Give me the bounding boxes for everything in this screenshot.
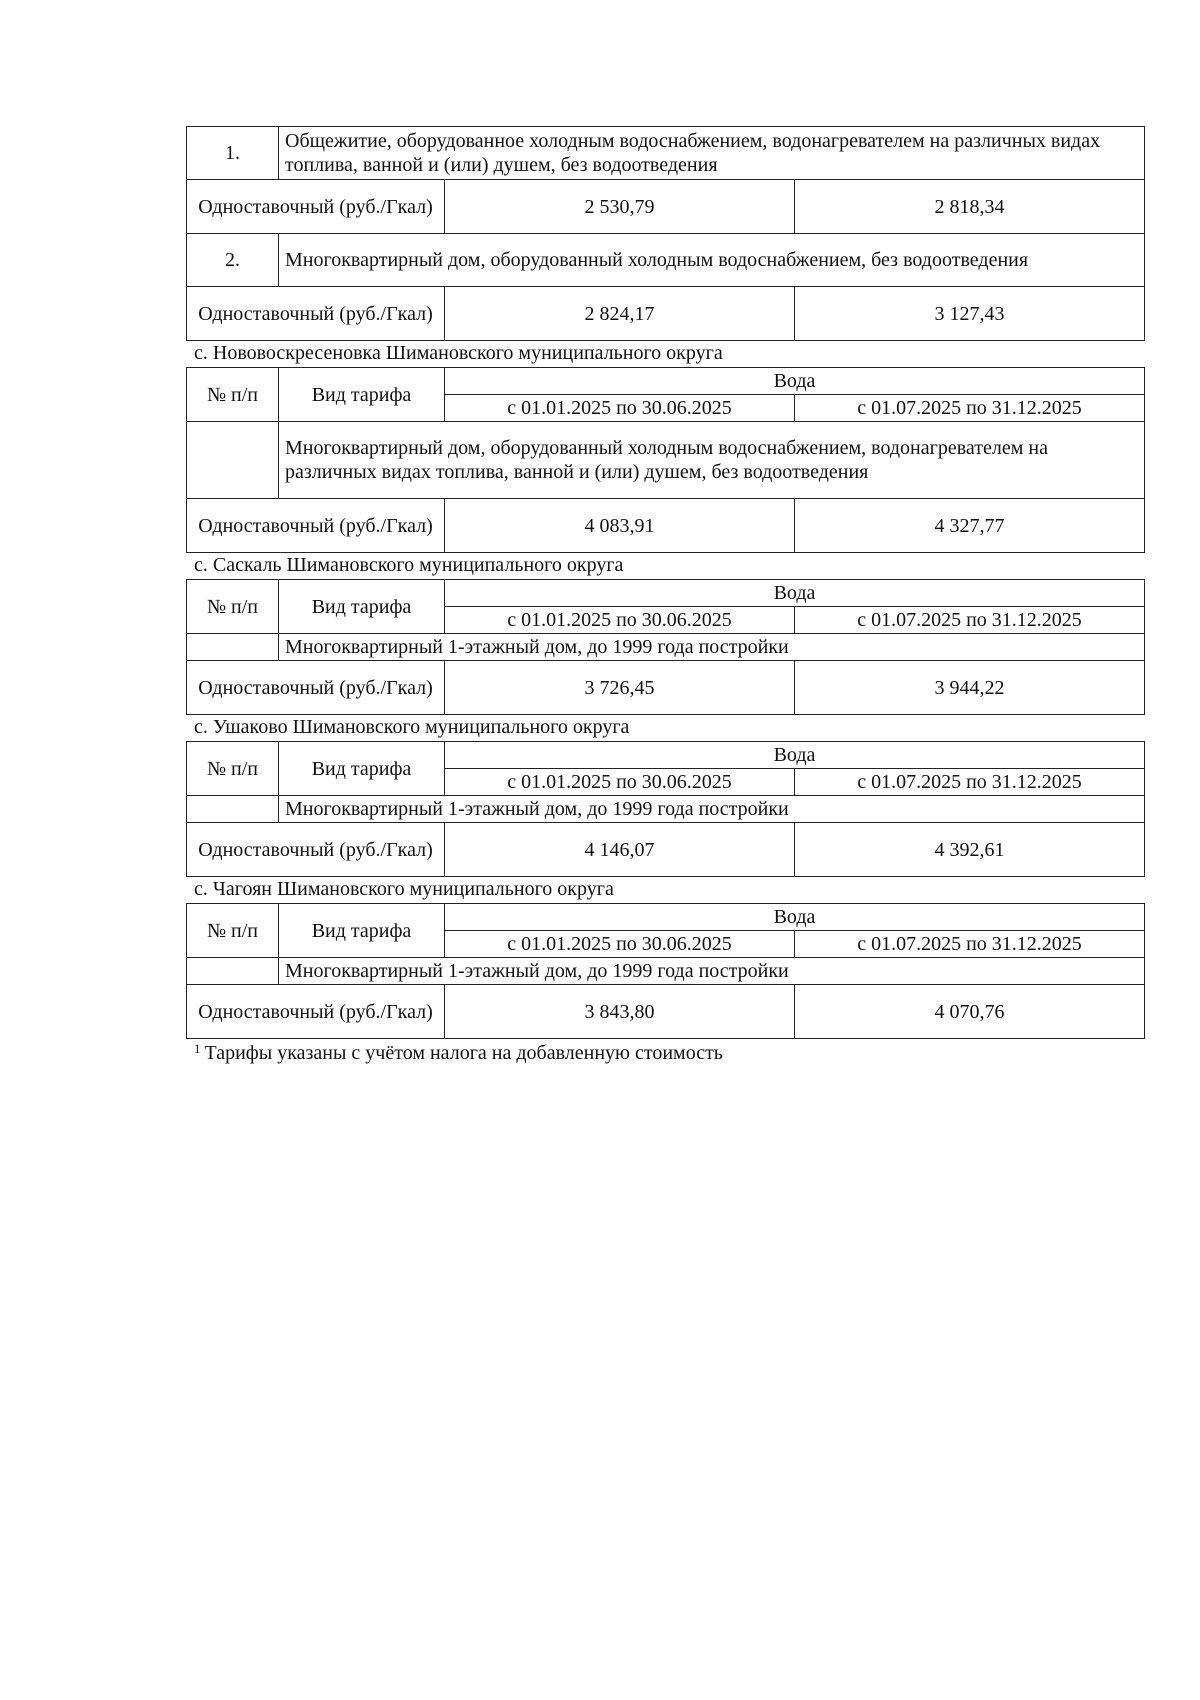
table-row	[187, 634, 1145, 661]
header-period-1: с 01.01.2025 по 30.06.2025	[445, 395, 795, 422]
consumer-category: Многоквартирный дом, оборудованный холодным водоснабжением, без водоотведения	[279, 234, 1145, 287]
tariff-value-h1: 3 726,45	[445, 661, 795, 715]
table-row	[187, 661, 1145, 715]
header-water: Вода	[445, 580, 1145, 607]
header-row	[187, 904, 1145, 931]
header-water: Вода	[445, 904, 1145, 931]
row-number: 1.	[187, 127, 279, 180]
consumer-category: Многоквартирный 1-этажный дом, до 1999 года постройки	[279, 796, 1145, 823]
tariff-type: Одноставочный (руб./Гкал)	[187, 661, 445, 715]
tariff-type: Одноставочный (руб./Гкал)	[187, 287, 445, 341]
header-period-2: с 01.07.2025 по 31.12.2025	[795, 769, 1145, 796]
table-row	[187, 422, 1145, 499]
empty-cell	[187, 422, 279, 499]
tariff-value-h2: 2 818,34	[795, 180, 1145, 234]
table-row	[187, 234, 1145, 287]
header-period-2: с 01.07.2025 по 31.12.2025	[795, 931, 1145, 958]
empty-cell	[187, 634, 279, 661]
header-period-1: с 01.01.2025 по 30.06.2025	[445, 607, 795, 634]
header-row	[187, 368, 1145, 395]
footnote-text: Тарифы указаны с учётом налога на добавленную стоимость	[204, 1042, 723, 1064]
empty-cell	[187, 958, 279, 985]
consumer-category: Общежитие, оборудованное холодным водоснабжением, водонагревателем на различных видах топлива, ванной и (или) душем, без водоотведения	[279, 127, 1145, 180]
table-row	[187, 127, 1145, 180]
header-row	[187, 742, 1145, 769]
table-row	[187, 287, 1145, 341]
tariff-value-h1: 2 530,79	[445, 180, 795, 234]
header-num: № п/п	[187, 742, 279, 796]
tariff-value-h2: 4 070,76	[795, 985, 1145, 1039]
footnote-mark: 1	[194, 1041, 201, 1056]
table-row	[187, 985, 1145, 1039]
table-row	[187, 958, 1145, 985]
section-caption: с. Саскаль Шимановского муниципального округа	[194, 554, 624, 576]
section-caption: с. Нововоскресеновка Шимановского муниципального округа	[194, 342, 723, 364]
table-row	[187, 180, 1145, 234]
header-tariff-kind: Вид тарифа	[279, 904, 445, 958]
tariff-value-h1: 4 146,07	[445, 823, 795, 877]
consumer-category: Многоквартирный 1-этажный дом, до 1999 года постройки	[279, 958, 1145, 985]
header-water: Вода	[445, 368, 1145, 395]
tariff-table	[186, 579, 1145, 715]
tariff-table	[186, 367, 1145, 553]
tariff-table-continued	[186, 126, 1145, 341]
header-water: Вода	[445, 742, 1145, 769]
header-num: № п/п	[187, 368, 279, 422]
header-num: № п/п	[187, 904, 279, 958]
tariff-table	[186, 741, 1145, 877]
tariff-type: Одноставочный (руб./Гкал)	[187, 180, 445, 234]
header-tariff-kind: Вид тарифа	[279, 742, 445, 796]
tariff-type: Одноставочный (руб./Гкал)	[187, 823, 445, 877]
table-row	[187, 796, 1145, 823]
footnote	[186, 1041, 1144, 1065]
consumer-category: Многоквартирный дом, оборудованный холодным водоснабжением, водонагревателем на различных видах топлива, ванной и (или) душем, без водоотведения	[279, 422, 1145, 499]
tariff-table	[186, 903, 1145, 1039]
row-number: 2.	[187, 234, 279, 287]
table-row	[187, 499, 1145, 553]
tariff-type: Одноставочный (руб./Гкал)	[187, 985, 445, 1039]
tariff-type: Одноставочный (руб./Гкал)	[187, 499, 445, 553]
tariff-value-h2: 3 127,43	[795, 287, 1145, 341]
header-period-1: с 01.01.2025 по 30.06.2025	[445, 769, 795, 796]
section-caption: с. Чагоян Шимановского муниципального округа	[194, 878, 614, 900]
table-row	[187, 823, 1145, 877]
header-tariff-kind: Вид тарифа	[279, 580, 445, 634]
header-num: № п/п	[187, 580, 279, 634]
consumer-category: Многоквартирный 1-этажный дом, до 1999 года постройки	[279, 634, 1145, 661]
header-period-2: с 01.07.2025 по 31.12.2025	[795, 395, 1145, 422]
header-period-1: с 01.01.2025 по 30.06.2025	[445, 931, 795, 958]
tariff-value-h1: 4 083,91	[445, 499, 795, 553]
document-page	[186, 126, 1144, 1065]
tariff-value-h2: 4 392,61	[795, 823, 1145, 877]
section-caption: с. Ушаково Шимановского муниципального округа	[194, 716, 630, 738]
tariff-value-h2: 3 944,22	[795, 661, 1145, 715]
header-row	[187, 580, 1145, 607]
header-tariff-kind: Вид тарифа	[279, 368, 445, 422]
tariff-value-h1: 2 824,17	[445, 287, 795, 341]
header-period-2: с 01.07.2025 по 31.12.2025	[795, 607, 1145, 634]
tariff-value-h2: 4 327,77	[795, 499, 1145, 553]
empty-cell	[187, 796, 279, 823]
tariff-value-h1: 3 843,80	[445, 985, 795, 1039]
